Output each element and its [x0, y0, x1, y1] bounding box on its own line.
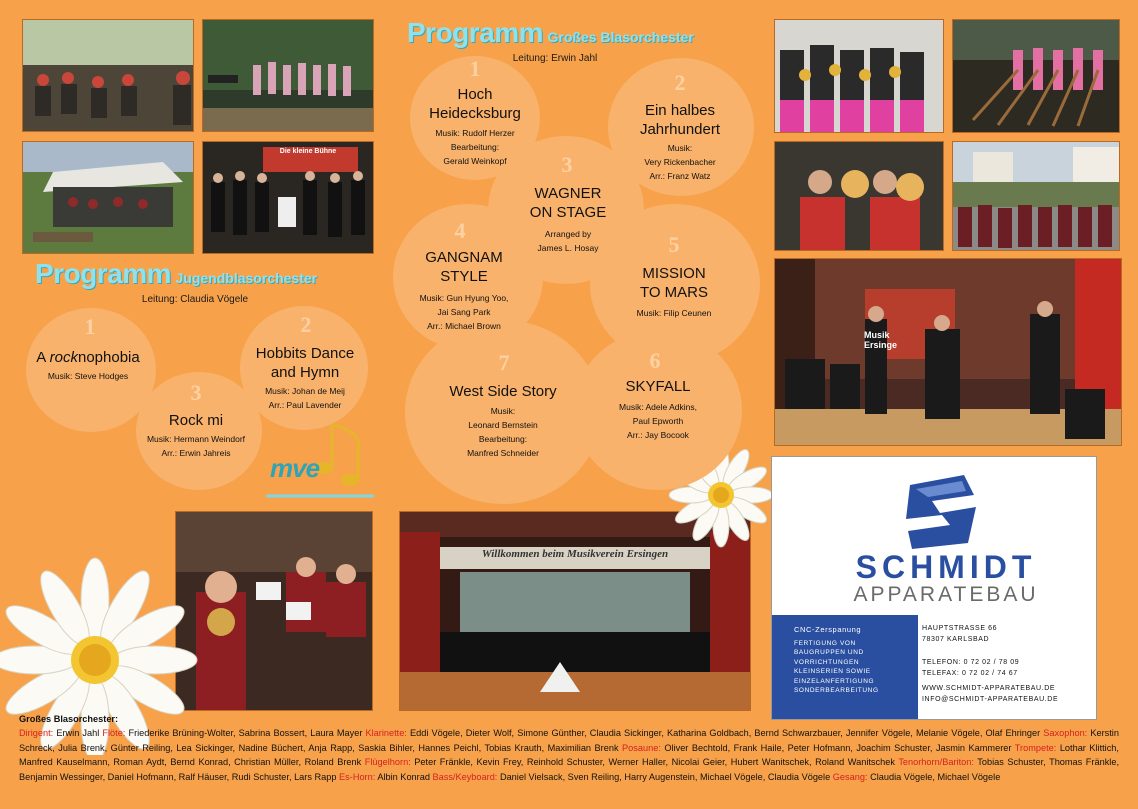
gross-2-title-l1: Ein halbes [644, 102, 716, 119]
members-names-9: Daniel Vielsack, Sven Reiling, Harry Augenstein, Michael Vögele, Claudia Vögele [499, 771, 831, 782]
members-names-6: Peter Fränkle, Kevin Frey, Reinhold Schuster, Werner Haller, Nicolai Geier, Hubert Wanitschek, Roland Wanitschek [414, 757, 895, 768]
members-names-1: Friederike Brüning-Wolter, Sabrina Bossert, Laura Mayer [128, 728, 363, 739]
gross-4-title-l1: GANGNAM [425, 249, 503, 266]
jugend-2-title-l2: and Hymn [270, 364, 340, 381]
gross-6-line3: Arr.: Jay Bocook [627, 430, 689, 440]
ad-service-3: VORRICHTUNGEN [794, 658, 860, 666]
gross-1-title-l2: Heidecksburg [429, 105, 521, 122]
gross-2-line3: Arr.: Franz Watz [649, 171, 711, 181]
members-names-2: Eddi Vögele, Dieter Wolf, Simone Günther, Claudia Sickinger, Katharina Goldbach, Bernd Schwarzbauer, Jennifer Vögele, Melanie Vögele, Olaf Ehringer [409, 728, 1041, 739]
gross-1-line1: Musik: Rudolf Herzer [435, 128, 515, 138]
ad-address-l2: 78307 KARLSBAD [922, 636, 990, 643]
gross-6-number: 6 [649, 348, 661, 373]
members-label-4: Posaune: [622, 742, 661, 753]
programm-gross-heading: Programm [407, 17, 544, 48]
gross-3-title-l2: ON STAGE [529, 204, 607, 221]
gross-7-title-l1: West Side Story [449, 383, 557, 400]
gross-3-number: 3 [561, 152, 573, 177]
ad-service-4: KLEINSERIEN SOWIE [794, 668, 871, 675]
stage-banner-text: Musik Ersinge [864, 330, 898, 350]
members-names-8: Albin Konrad [377, 771, 430, 782]
ad-address-l1: HAUPTSTRASSE 66 [922, 625, 998, 632]
members-label-0: Dirigent: [19, 728, 54, 739]
jugend-3-title-l1: Rock mi [168, 412, 224, 429]
gross-3-line1: Arranged by [544, 229, 592, 239]
members-label-8: Es-Horn: [339, 771, 376, 782]
ad-email-link[interactable]: INFO@SCHMIDT-APPARATEBAU.DE [922, 696, 1059, 703]
programm-jugend-leitung: Leitung: Claudia Vögele [141, 294, 249, 305]
jugend-1-title-pre: A [36, 349, 50, 366]
photo-carnival-band [774, 19, 944, 133]
ad-telefax: TELEFAX: 0 72 02 / 74 67 [922, 670, 1018, 677]
programm-gross-leitung: Leitung: Erwin Jahl [512, 53, 598, 64]
gross-2-line2: Very Rickenbacher [644, 157, 716, 167]
jugend-3-line1: Musik: Hermann Weindorf [146, 434, 246, 444]
ad-contact [922, 623, 1092, 705]
ad-services-list [794, 625, 918, 696]
gross-1-title-l1: Hoch [457, 86, 493, 103]
jugend-1-line1: Musik: Steve Hodges [47, 371, 129, 381]
gross-4-line2: Jai Sang Park [437, 307, 491, 317]
gross-2-number: 2 [674, 70, 686, 95]
gross-4-title-l2: STYLE [440, 268, 488, 285]
members-names-5: Lothar Klittich, Manfred Kauselmann, Roman Aydt, Bernd Konrad, Christian Müller, Roland Brenk [19, 742, 1119, 768]
gross-1-line2: Bearbeitung: [450, 142, 500, 152]
ad-company-l1: SCHMIDT [855, 549, 1037, 585]
schmidt-s-logo-icon [902, 473, 982, 549]
stage-sign-text: Die kleine Bühne [279, 148, 337, 155]
photo-street-parade [952, 141, 1120, 251]
ad-service-2: BAUGRUPPEN UND [794, 649, 864, 656]
members-label-7: Tenorhorn/Bariton: [898, 757, 974, 768]
members-label-2: Klarinette: [365, 728, 407, 739]
members-heading: Großes Blasorchester: [19, 714, 119, 724]
members-label-6: Flügelhorn: [364, 757, 411, 768]
gross-7-line3: Bearbeitung: [478, 434, 528, 444]
members-label-10: Gesang: [832, 771, 868, 782]
members-label-5: Trompete: [1014, 742, 1057, 753]
gross-6-title-l1: SKYFALL [625, 378, 691, 395]
members-names-3: Kerstin Schreck, Julia Brenk, Günter Reiling, Lea Sickinger, Nadine Büchert, Anja Rapp, Saskia Bihler, Hannes Peichl, Tobias Krauth, Maximilian Brenk [19, 728, 1119, 753]
gross-4-line3: Arr.: Michael Brown [427, 321, 501, 331]
ad-service-6: SONDERBEARBEITUNG [794, 687, 879, 694]
gross-5-title-l2: TO MARS [639, 284, 709, 301]
jugend-1-title-post: nophobia [77, 349, 140, 366]
programm-gross-heading-row [407, 17, 694, 49]
jugend-2-title-l1: Hobbits Dance [255, 345, 355, 362]
gross-2-line1: Musik: [667, 143, 693, 153]
members-names-4: Oliver Bechtold, Frank Haile, Peter Hofmann, Joachim Schuster, Jasmin Kammerer [664, 742, 1012, 753]
gross-7-line4: Manfred Schneider [467, 448, 539, 458]
gross-3-title-l1: WAGNER [534, 185, 602, 202]
jugend-3-line2: Arr.: Erwin Jahreis [161, 448, 231, 458]
photo-concert-hall [774, 258, 1122, 446]
gross-7-number: 7 [498, 350, 510, 375]
photo-trumpets [774, 141, 944, 251]
members-list [19, 712, 1119, 784]
ad-company-l2: APPARATEBAU [853, 583, 1039, 606]
jugend-2-line1: Musik: Johan de Meij [265, 386, 345, 396]
members-names-0: Erwin Jahl [56, 728, 100, 739]
photo-alphorn [952, 19, 1120, 133]
gross-4-line1: Musik: Gun Hyung Yoo, [419, 293, 509, 303]
jugend-3-number: 3 [190, 380, 202, 405]
mve-logo-text: mve [270, 453, 320, 483]
gross-1-line3: Gerald Weinkopf [443, 156, 507, 166]
photo-outdoor-tent [22, 141, 194, 254]
programm-gross-subheading: Großes Blasorchester [547, 29, 694, 45]
gross-2-title-l2: Jahrhundert [639, 121, 721, 138]
gross-6-line2: Paul Epworth [632, 416, 684, 426]
gross-1-number: 1 [469, 56, 481, 81]
photo-kleine-buehne [202, 141, 374, 254]
gross-6-line1: Musik: Adele Adkins, [619, 402, 697, 412]
jugend-1-number: 1 [84, 314, 96, 339]
ad-service-1: FERTIGUNG VON [794, 639, 856, 647]
gross-7-line2: Leonard Bernstein [468, 420, 538, 430]
jugend-1-title-em: rock [49, 349, 78, 366]
gross-5-title-l1: MISSION [642, 265, 706, 282]
programm-jugend-heading: Programm [35, 258, 172, 289]
ad-web-link[interactable]: WWW.SCHMIDT-APPARATEBAU.DE [922, 685, 1056, 692]
photo-youth-singing [202, 19, 374, 132]
programm-jugend-subheading: Jugendblasorchester [175, 270, 318, 286]
jugend-2-line2: Arr.: Paul Lavender [268, 400, 342, 410]
members-label-1: Flöte: [102, 728, 126, 739]
gross-7-line1: Musik: [490, 406, 516, 416]
members-names-7: Tobias Schuster, Thomas Fränkle, Benjamin Wessinger, Daniel Hofmann, Ralf Häuser, Rudi Schuster, Lars Rapp [19, 757, 1119, 782]
jugend-1-title [26, 348, 150, 367]
members-label-9: Bass/Keyboard: [432, 771, 498, 782]
ad-service-5: EINZELANFERTIGUNG [794, 677, 875, 685]
photo-youth-rehearsal [22, 19, 194, 132]
ad-telefon: TELEFON: 0 72 02 / 78 09 [922, 659, 1020, 666]
gross-4-number: 4 [454, 218, 466, 243]
members-names-10: Claudia Vögele, Michael Vögele [870, 771, 1001, 782]
gross-5-line1: Musik: Filip Ceunen [636, 308, 712, 318]
ad-service-0: CNC-Zerspanung [794, 625, 862, 634]
programm-jugend-heading-row [35, 258, 317, 290]
gross-5-number: 5 [668, 232, 680, 257]
ad-schmidt-apparatebau [771, 456, 1097, 720]
members-label-3: Saxophon: [1043, 728, 1088, 739]
gross-3-line2: James L. Hosay [537, 243, 599, 253]
jugend-2-number: 2 [300, 312, 312, 337]
hall-banner-text: Willkommen beim Musikverein Ersingen [481, 548, 669, 560]
